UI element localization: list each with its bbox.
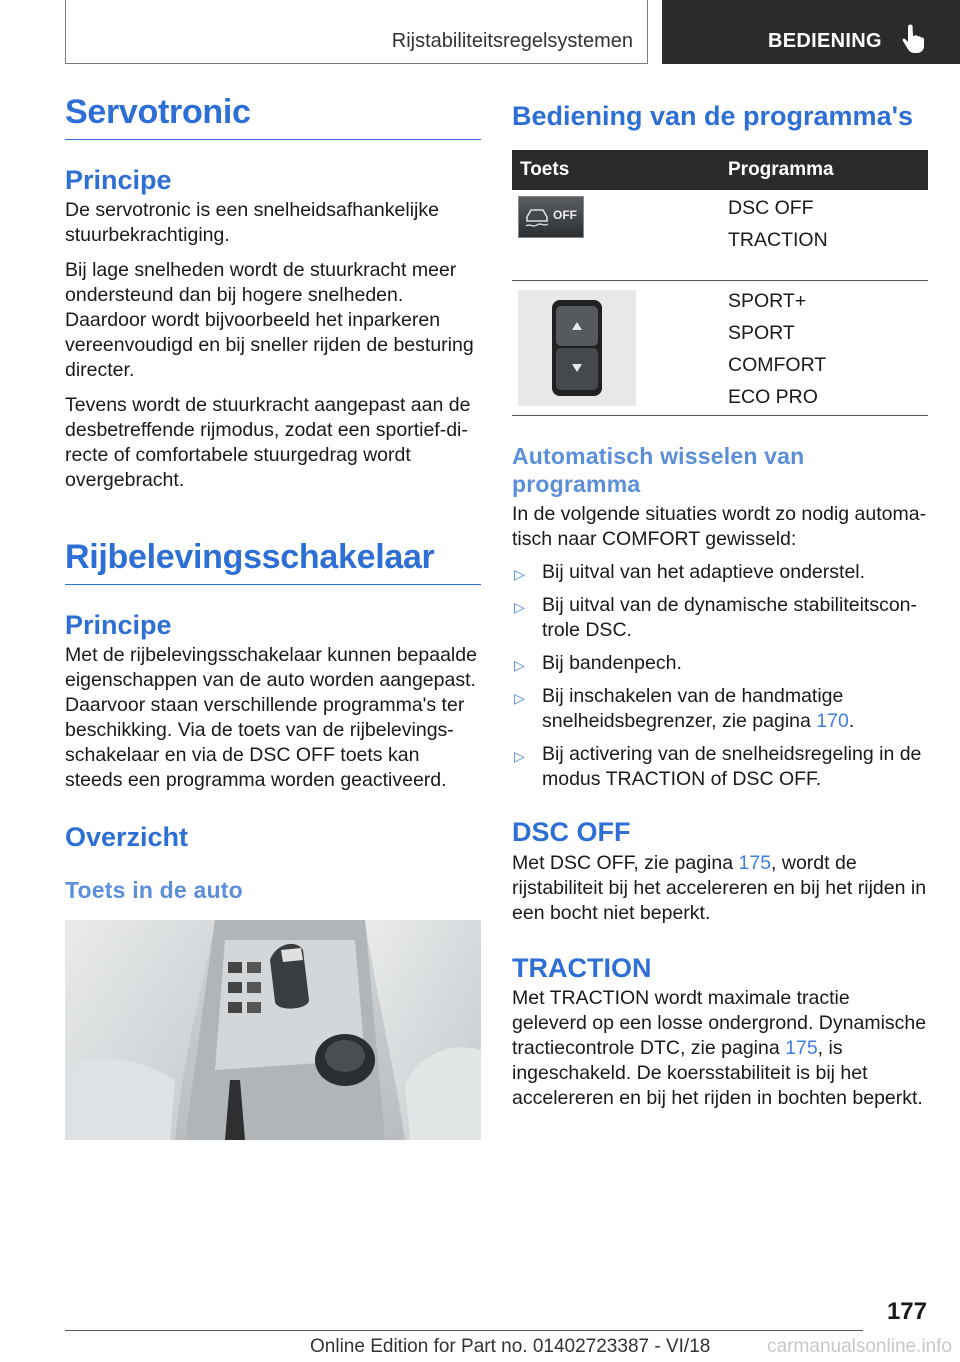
table-row — [512, 190, 928, 281]
footer-divider — [65, 1330, 863, 1331]
rocker-switch-image — [518, 290, 636, 406]
servotronic-heading: Servotronic — [65, 93, 251, 131]
traction-text-end: , is ingeschakeld. De koersstabiliteit is bij het accelereren en bij het rijden in bochten beperkt. — [512, 1037, 923, 1110]
left-column — [65, 92, 481, 1140]
table-cell-toets — [512, 190, 720, 281]
bullet-text: Bij uitval van de dynamische stabiliteitscontrole DSC. — [542, 594, 918, 642]
center-console-photo — [65, 920, 481, 1140]
header-section-title: Rijstabiliteitsregelsystemen — [391, 30, 633, 52]
dsc-off-heading: DSC OFF — [512, 817, 631, 848]
servotronic-paragraph-3: Tevens wordt de stuurkracht aangepast aan de desbetreffende rijmodus, zodat een sportief-directe of comfortabele stuurgedrag wordt overgebracht. — [65, 394, 471, 492]
servotronic-paragraph-2: Bij lage snelheden wordt de stuurkracht meer ondersteund dan bij hogere snelheden. Daardoor wordt bijvoorbeeld het inparkeren vereenvoudigd en bij sneller rijden de besturing directer. — [65, 259, 474, 382]
bediening-heading: Bediening van de programma's — [512, 101, 914, 131]
header-section-box — [65, 0, 648, 64]
program-traction: TRACTION — [728, 229, 828, 252]
rijbeleving-heading-block — [65, 537, 481, 585]
list-item — [512, 560, 928, 585]
bullet-triangle-icon: ▷ — [514, 566, 525, 583]
page-link-175[interactable]: 175 — [785, 1037, 818, 1060]
page-number: 177 — [886, 1298, 927, 1325]
hand-pointer-icon — [898, 22, 932, 56]
page-link-175[interactable]: 175 — [738, 851, 772, 874]
bullet-triangle-icon: ▷ — [514, 599, 525, 616]
dsc-off-paragraph — [512, 851, 928, 926]
traction-paragraph — [512, 986, 928, 1111]
table-cell-programma — [720, 190, 928, 281]
bullet-text: Bij bandenpech. — [542, 652, 682, 675]
programs-table — [512, 150, 928, 416]
rijbeleving-principe-heading: Principe — [65, 609, 172, 640]
bullet-triangle-icon: ▷ — [514, 690, 525, 707]
automatisch-intro: In de volgende situaties wordt zo nodig automatisch naar COMFORT gewisseld: — [512, 503, 927, 551]
car-skid-icon — [523, 205, 551, 229]
rijbeleving-heading: Rijbelevingsschakelaar — [65, 538, 435, 577]
bullet-triangle-icon: ▷ — [514, 748, 525, 765]
dsc-off-button-image — [518, 196, 584, 238]
table-cell-toets — [512, 281, 720, 416]
program-dsc-off: DSC OFF — [728, 197, 814, 220]
footer-edition: Online Edition for Part no. 01402723387 - VI/18 — [310, 1336, 711, 1357]
traction-heading: TRACTION — [512, 952, 652, 983]
program-comfort: COMFORT — [728, 354, 827, 377]
right-column — [512, 100, 928, 1111]
bullet-triangle-icon: ▷ — [514, 657, 525, 674]
bullet-text: Bij inschakelen van de handmatige snelheidsbegrenzer, zie pagina — [542, 685, 844, 733]
header-chapter-title: BEDIENING — [768, 30, 882, 52]
program-sport: SPORT — [728, 322, 795, 345]
list-item — [512, 593, 928, 643]
servotronic-paragraph-1: De servotronic is een snelheidsafhankelijke stuurbekrachtiging. — [65, 199, 439, 247]
list-item — [512, 651, 928, 676]
program-eco-pro: ECO PRO — [728, 386, 818, 409]
header-chapter-box — [662, 0, 960, 64]
table-header-toets: Toets — [512, 150, 720, 190]
bullet-text-end: . — [848, 710, 855, 733]
table-header-programma: Programma — [720, 150, 928, 190]
dsc-off-button-label: OFF — [553, 208, 577, 223]
list-item — [512, 684, 928, 734]
servotronic-principe-heading: Principe — [65, 164, 172, 195]
dsc-off-text: Met DSC OFF, zie pagina — [512, 851, 739, 874]
traction-text: Met TRACTION wordt maximale tractie geleverd op een losse ondergrond. Dynamische tractiecontrole DTC, zie pagina — [512, 987, 927, 1060]
table-header-row — [512, 150, 928, 190]
dsc-off-text-end: , wordt de rijstabiliteit bij het accelereren en bij het rijden in een bocht niet beperkt. — [512, 851, 927, 924]
bullet-text: Bij uitval van het adaptieve onderstel. — [542, 561, 866, 584]
servotronic-heading-block — [65, 92, 481, 140]
toets-in-de-auto-heading: Toets in de auto — [65, 876, 243, 903]
table-row — [512, 281, 928, 416]
bullet-text: Bij activering van de snelheidsregeling in de modus TRACTION of DSC OFF. — [542, 743, 922, 791]
list-item — [512, 742, 928, 792]
table-cell-programma — [720, 281, 928, 416]
footer-watermark: carmanualsonline.info — [767, 1336, 952, 1357]
overzicht-heading: Overzicht — [65, 822, 189, 853]
page-link-170[interactable]: 170 — [816, 710, 849, 733]
automatisch-heading: Automatisch wisselen van programma — [512, 443, 805, 498]
auto-switch-list — [512, 560, 928, 792]
program-sport-plus: SPORT+ — [728, 290, 807, 313]
rijbeleving-paragraph: Met de rijbelevingsschakelaar kunnen bepaalde eigenschappen van de auto worden aangepast. Daarvoor staan verschillende programma's ter beschikking. Via de toets van de rijbelevingsschakelaar en via de DSC OFF toets kan steeds een programma worden geactiveerd. — [65, 644, 477, 792]
